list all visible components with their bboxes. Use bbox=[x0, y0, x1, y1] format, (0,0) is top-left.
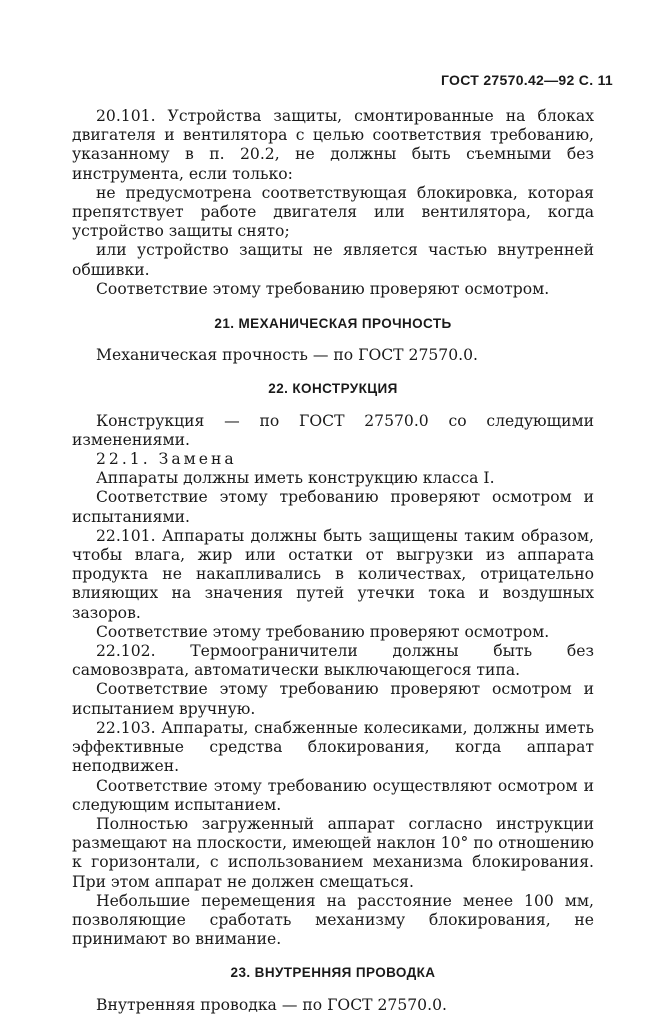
clause-20-101: 20.101. Устройства защиты, смонтированные на блоках двигателя и вентилятора с целью соответствия требованию, указанному в п. 20.2, не должны быть съемными без инструмента, если только: bbox=[72, 107, 594, 183]
clause-22-101: 22.101. Аппараты должны быть защищены таким образом, чтобы влага, жир или остатки от выгрузки из аппарата продукта не накапливались в количествах, отрицательно влияющих на значения путей утечки тока и воздушных зазоров. bbox=[72, 526, 594, 622]
clause-22-102-compliance: Соответствие этому требованию проверяют осмотром и испытанием вручную. bbox=[72, 680, 594, 718]
clause-20-101-item-1: не предусмотрена соответствующая блокировка, которая препятствует работе двигателя или вентилятора, когда устройство защиты снято; bbox=[72, 183, 594, 241]
clause-22-103-test: Полностью загруженный аппарат согласно инструкции размещают на плоскости, имеющей наклон 10° по отношению к горизонтали, с использованием механизма блокирования. При этом аппарат не должен смещаться. bbox=[72, 814, 594, 891]
clause-22-1-compliance: Соответствие этому требованию проверяют осмотром и испытаниями. bbox=[72, 488, 594, 526]
page-header: ГОСТ 27570.42—92 С. 11 bbox=[441, 72, 613, 88]
clause-22-102: 22.102. Термоограничители должны быть без самовозврата, автоматически выключающегося типа. bbox=[72, 642, 594, 680]
clause-22-103: 22.103. Аппараты, снабженные колесиками, должны иметь эффективные средства блокирования, когда аппарат неподвижен. bbox=[72, 718, 594, 776]
section-heading-21: 21. МЕХАНИЧЕСКАЯ ПРОЧНОСТЬ bbox=[214, 316, 452, 332]
clause-22-103-note: Небольшие перемещения на расстояние менее 100 мм, позволяющие сработать механизму блокирования, не принимают во внимание. bbox=[72, 891, 594, 949]
section-heading-23: 23. ВНУТРЕННЯЯ ПРОВОДКА bbox=[230, 965, 436, 981]
section-23-text: Внутренняя проводка — по ГОСТ 27570.0. bbox=[96, 995, 447, 1014]
clause-22-103-compliance: Соответствие этому требованию осуществляют осмотром и следующим испытанием. bbox=[72, 776, 594, 814]
section-22-intro: Конструкция — по ГОСТ 27570.0 со следующими изменениями. bbox=[72, 411, 594, 449]
clause-22-1-text: Аппараты должны иметь конструкцию класса I. bbox=[96, 469, 495, 488]
clause-22-101-compliance: Соответствие этому требованию проверяют осмотром. bbox=[96, 622, 550, 641]
section-heading-22: 22. КОНСТРУКЦИЯ bbox=[268, 381, 398, 397]
clause-20-101-item-2: или устройство защиты не является частью внутренней обшивки. bbox=[72, 241, 594, 279]
clause-20-101-compliance: Соответствие этому требованию проверяют осмотром. bbox=[96, 279, 550, 298]
section-21-text: Механическая прочность — по ГОСТ 27570.0. bbox=[96, 346, 478, 365]
document-body bbox=[72, 107, 594, 1015]
clause-22-1-title: 22.1. Замена bbox=[96, 450, 237, 469]
